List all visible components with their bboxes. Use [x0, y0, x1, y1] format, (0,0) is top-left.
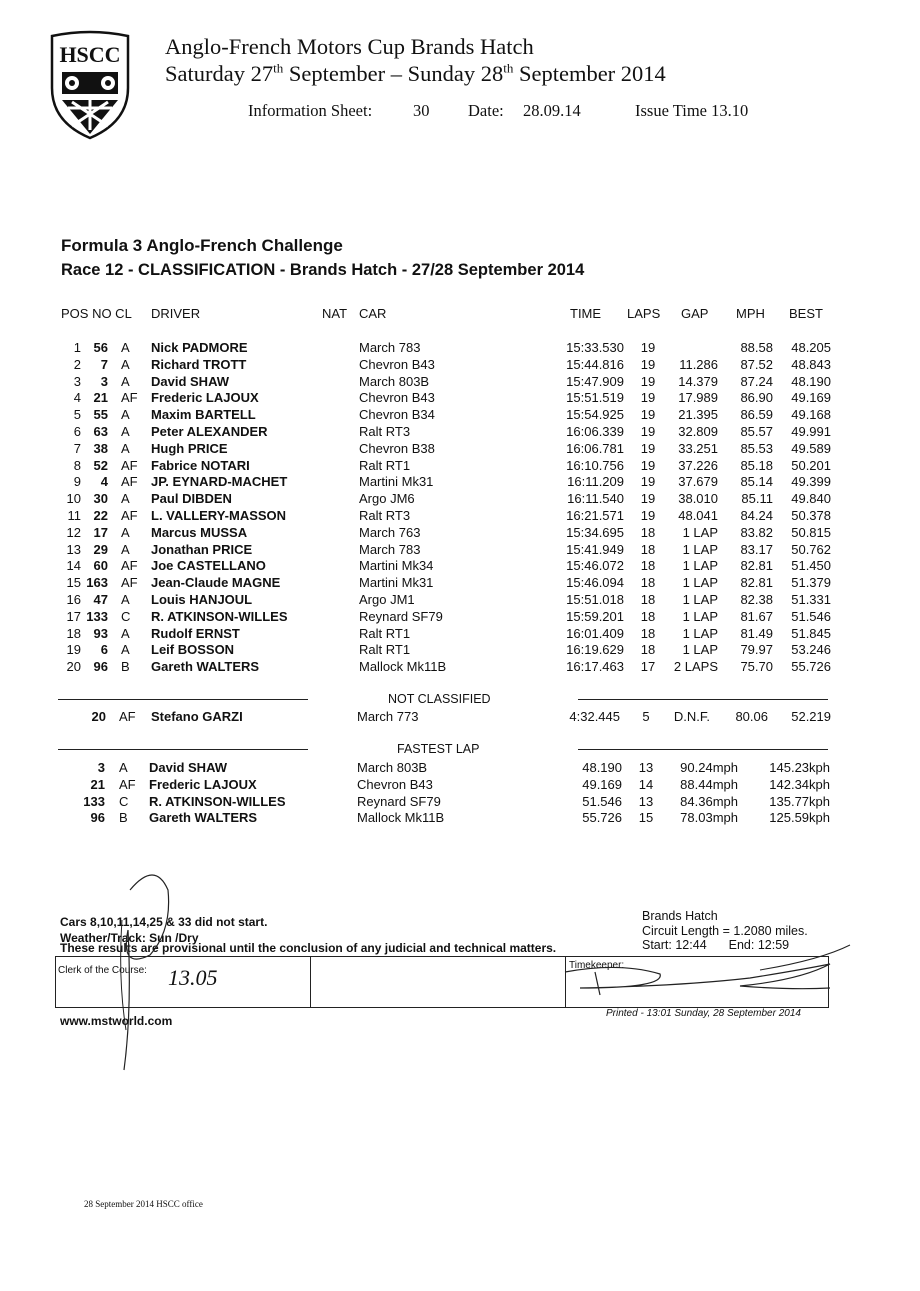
fl-car: Mallock Mk11B [357, 810, 445, 826]
result-driver: Jean-Claude MAGNE [151, 575, 281, 591]
fl-kph: 125.59kph [769, 810, 830, 826]
fl-time: 48.190 [582, 760, 622, 775]
result-best: 50.762 [791, 541, 831, 557]
result-time: 16:06.339 [566, 424, 624, 439]
col-laps: LAPS [627, 306, 661, 321]
result-mph: 83.17 [740, 541, 773, 557]
result-gap: 17.989 [678, 390, 718, 406]
result-class: A [121, 407, 130, 423]
result-class: AF [121, 474, 138, 490]
circuit-length: Circuit Length = 1.2080 miles. [642, 924, 808, 938]
result-mph: 87.24 [740, 373, 773, 389]
result-pos: 1 [73, 340, 81, 355]
date-label: Date: [468, 101, 504, 120]
fl-car: Reynard SF79 [357, 793, 441, 809]
result-best: 53.246 [791, 642, 831, 658]
result-gap: 37.679 [678, 474, 718, 490]
result-mph: 86.59 [740, 407, 773, 423]
fl-car-number: 96 [90, 810, 105, 826]
result-best: 50.815 [791, 524, 831, 540]
event-title: Anglo-French Motors Cup Brands Hatch [165, 34, 534, 59]
fl-mph: 84.36mph [680, 793, 738, 809]
fl-lap: 14 [638, 776, 654, 792]
info-sheet-number: 30 [413, 101, 430, 120]
result-car: Ralt RT3 [359, 424, 411, 439]
result-laps: 19 [640, 340, 656, 355]
result-gap: 2 LAPS [673, 659, 718, 675]
result-car-number: 29 [93, 541, 108, 557]
result-car-number: 56 [93, 340, 108, 355]
result-pos: 14 [66, 558, 81, 574]
result-pos: 7 [73, 440, 81, 456]
result-car: March 783 [359, 340, 421, 355]
result-gap: 11.286 [679, 356, 718, 372]
result-driver: Frederic LAJOUX [151, 390, 259, 406]
result-car: Martini Mk31 [359, 474, 434, 490]
result-mph: 85.53 [740, 440, 773, 456]
fl-driver: David SHAW [149, 760, 228, 775]
result-driver: Richard TROTT [151, 356, 247, 372]
result-class: A [121, 642, 130, 658]
result-car: Argo JM6 [359, 491, 415, 507]
result-car-number: 60 [93, 558, 108, 574]
result-car-number: 163 [86, 575, 108, 591]
result-driver: Jonathan PRICE [151, 541, 253, 557]
result-driver: Fabrice NOTARI [151, 457, 250, 473]
result-class: AF [121, 575, 138, 591]
result-time: 15:54.925 [566, 407, 624, 423]
result-gap: 14.379 [678, 373, 718, 389]
nc-gap: D.N.F. [673, 709, 710, 724]
result-gap: 37.226 [678, 457, 718, 473]
hscc-logo [48, 30, 132, 140]
weather-note: Weather/Track: Sun /Dry [60, 931, 199, 945]
result-pos: 9 [73, 474, 81, 490]
result-driver: Joe CASTELLANO [151, 558, 266, 574]
result-time: 16:11.540 [567, 491, 624, 507]
fl-class: C [119, 793, 129, 809]
result-time: 15:59.201 [566, 608, 624, 624]
result-gap: 1 LAP [682, 558, 718, 574]
fl-car-number: 3 [97, 760, 105, 775]
result-car-number: 17 [93, 524, 108, 540]
result-class: A [121, 340, 130, 355]
website: www.mstworld.com [60, 1014, 173, 1028]
result-pos: 18 [66, 625, 81, 641]
fl-class: AF [119, 776, 136, 792]
result-class: A [121, 491, 130, 507]
result-mph: 82.81 [740, 575, 773, 591]
result-laps: 18 [640, 524, 656, 540]
nc-mph: 80.06 [735, 709, 768, 724]
race-title: Race 12 - CLASSIFICATION - Brands Hatch - 27/28 September 2014 [61, 261, 585, 279]
result-best: 50.201 [791, 457, 831, 473]
fl-mph: 88.44mph [680, 776, 738, 792]
col-nat: NAT [322, 306, 348, 321]
result-driver: Gareth WALTERS [151, 659, 260, 675]
result-laps: 18 [640, 592, 656, 607]
result-car-number: 3 [100, 373, 108, 389]
result-car: Chevron B34 [359, 407, 435, 423]
result-class: AF [121, 457, 138, 473]
result-time: 16:17.463 [566, 659, 624, 675]
result-pos: 4 [73, 390, 81, 406]
result-pos: 2 [73, 356, 81, 372]
result-best: 48.190 [791, 373, 831, 389]
result-driver: Leif BOSSON [151, 642, 235, 658]
result-driver: L. VALLERY-MASSON [151, 508, 287, 523]
result-mph: 85.57 [740, 424, 773, 439]
result-best: 49.169 [791, 390, 831, 406]
result-car: Ralt RT1 [359, 457, 411, 473]
result-class: AF [121, 558, 138, 574]
result-car: March 803B [359, 373, 430, 389]
fl-driver: R. ATKINSON-WILLES [149, 793, 286, 809]
result-best: 50.378 [791, 508, 831, 523]
result-class: A [121, 424, 130, 439]
result-mph: 75.70 [740, 659, 773, 675]
result-laps: 19 [640, 390, 656, 406]
result-pos: 17 [66, 608, 81, 624]
result-time: 15:34.695 [566, 524, 624, 540]
result-pos: 5 [73, 407, 81, 423]
date-value: 28.09.14 [523, 101, 581, 120]
fl-car-number: 133 [83, 793, 105, 809]
result-pos: 6 [73, 424, 81, 439]
result-mph: 86.90 [740, 390, 773, 406]
result-pos: 16 [66, 592, 81, 607]
result-car-number: 4 [100, 474, 108, 490]
nc-laps: 5 [642, 709, 650, 724]
result-time: 16:06.781 [566, 440, 624, 456]
result-car: March 763 [359, 524, 421, 540]
result-car-number: 52 [93, 457, 108, 473]
result-mph: 85.18 [740, 457, 773, 473]
result-class: B [121, 659, 130, 675]
result-gap: 1 LAP [682, 608, 718, 624]
info-sheet-label: Information Sheet: [248, 101, 373, 120]
result-car-number: 47 [93, 592, 108, 607]
result-class: A [121, 625, 130, 641]
result-gap: 1 LAP [682, 524, 718, 540]
result-gap: 48.041 [678, 508, 718, 523]
fl-lap: 13 [638, 793, 654, 809]
result-mph: 88.58 [740, 340, 773, 355]
fastest-lap-heading: FASTEST LAP [397, 742, 480, 756]
result-laps: 19 [640, 373, 656, 389]
result-mph: 85.11 [741, 491, 773, 507]
handwritten-signature [60, 860, 860, 1080]
result-car: Martini Mk31 [359, 575, 434, 591]
result-car: Chevron B38 [359, 440, 435, 456]
nc-class: AF [119, 709, 136, 724]
clerk-label: Clerk of the Course: [58, 965, 147, 976]
result-time: 16:21.571 [566, 508, 624, 523]
clerk-handwritten-time: 13.05 [168, 965, 218, 990]
result-pos: 11 [67, 508, 81, 523]
issue-time: Issue Time 13.10 [635, 101, 749, 120]
series-title: Formula 3 Anglo-French Challenge [61, 236, 343, 255]
result-mph: 79.97 [740, 642, 773, 658]
result-mph: 87.52 [740, 356, 773, 372]
result-mph: 81.49 [740, 625, 773, 641]
result-car-number: 21 [93, 390, 108, 406]
result-class: A [121, 592, 130, 607]
result-laps: 19 [640, 474, 656, 490]
event-dates: Saturday 27th September – Sunday 28th September 2014 [165, 60, 666, 86]
result-driver: Rudolf ERNST [151, 625, 240, 641]
result-time: 16:01.409 [566, 625, 624, 641]
result-class: C [121, 608, 131, 624]
result-time: 15:46.094 [566, 575, 624, 591]
result-pos: 20 [66, 659, 81, 675]
result-time: 15:41.949 [566, 541, 624, 557]
result-car-number: 7 [100, 356, 108, 372]
result-mph: 85.14 [740, 474, 773, 490]
result-time: 15:47.909 [566, 373, 624, 389]
nc-time: 4:32.445 [569, 709, 620, 724]
result-gap: 21.395 [678, 407, 718, 423]
result-gap: 1 LAP [682, 642, 718, 658]
result-driver: Paul DIBDEN [151, 491, 232, 507]
result-driver: Marcus MUSSA [151, 524, 248, 540]
result-laps: 18 [640, 608, 656, 624]
col-mph: MPH [736, 306, 765, 321]
result-best: 51.546 [791, 608, 831, 624]
result-driver: Maxim BARTELL [151, 407, 256, 423]
result-time: 15:46.072 [566, 558, 624, 574]
fl-lap: 15 [638, 810, 654, 826]
result-pos: 19 [66, 642, 81, 658]
start-end-times: Start: 12:44 End: 12:59 [642, 938, 790, 952]
result-driver: Hugh PRICE [151, 440, 228, 456]
result-car-number: 38 [93, 440, 108, 456]
result-car: March 783 [359, 541, 421, 557]
result-time: 15:33.530 [566, 340, 624, 355]
fl-driver: Frederic LAJOUX [149, 776, 257, 792]
nc-car: March 773 [357, 709, 419, 724]
result-laps: 18 [640, 642, 656, 658]
fl-car: Chevron B43 [357, 776, 433, 792]
not-classified-heading: NOT CLASSIFIED [388, 692, 491, 706]
result-car: Ralt RT1 [359, 625, 411, 641]
result-best: 51.331 [791, 592, 831, 607]
col-gap: GAP [681, 306, 709, 321]
fl-mph: 90.24mph [680, 760, 738, 775]
result-mph: 81.67 [740, 608, 773, 624]
result-time: 16:10.756 [566, 457, 624, 473]
result-driver: Louis HANJOUL [151, 592, 253, 607]
svg-text:HSCC: HSCC [59, 42, 121, 67]
result-car: Chevron B43 [359, 390, 435, 406]
result-gap: 38.010 [678, 491, 718, 507]
fl-class: A [119, 760, 128, 775]
result-laps: 18 [640, 575, 656, 591]
result-car-number: 133 [86, 608, 108, 624]
result-best: 49.168 [791, 407, 831, 423]
result-driver: David SHAW [151, 373, 230, 389]
result-class: AF [121, 390, 138, 406]
result-gap: 1 LAP [682, 541, 718, 557]
result-time: 15:51.519 [566, 390, 624, 406]
fl-time: 51.546 [582, 793, 622, 809]
result-time: 15:44.816 [566, 356, 624, 372]
result-driver: Nick PADMORE [151, 340, 248, 355]
result-pos: 13 [66, 541, 81, 557]
result-gap: 1 LAP [682, 592, 718, 607]
result-car: Mallock Mk11B [359, 659, 447, 675]
result-laps: 19 [640, 491, 656, 507]
col-car: CAR [359, 306, 387, 321]
result-car: Ralt RT1 [359, 642, 411, 658]
result-car: Ralt RT3 [359, 508, 411, 523]
office-footer: 28 September 2014 HSCC office [84, 1199, 203, 1209]
nc-best: 52.219 [791, 709, 831, 724]
result-car-number: 63 [93, 424, 108, 439]
nc-car-number: 20 [91, 709, 106, 724]
result-mph: 82.38 [740, 592, 773, 607]
fl-time: 55.726 [582, 810, 622, 826]
result-class: A [121, 541, 130, 557]
result-best: 49.840 [791, 491, 831, 507]
result-best: 49.991 [791, 424, 831, 439]
fl-driver: Gareth WALTERS [149, 810, 258, 826]
result-class: A [121, 373, 130, 389]
result-best: 48.205 [791, 340, 831, 355]
result-driver: Peter ALEXANDER [151, 424, 268, 439]
result-pos: 8 [73, 457, 81, 473]
col-best: BEST [789, 306, 823, 321]
result-mph: 82.81 [740, 558, 773, 574]
result-driver: R. ATKINSON-WILLES [151, 608, 288, 624]
fl-time: 49.169 [582, 776, 622, 792]
provisional-note: These results are provisional until the conclusion of any judicial and technical matters. [60, 941, 557, 955]
result-gap: 32.809 [678, 424, 718, 439]
fl-kph: 135.77kph [769, 793, 830, 809]
col-pos-no-cl: POS NO CL [61, 306, 132, 321]
result-class: AF [121, 508, 138, 523]
result-time: 16:19.629 [566, 642, 624, 658]
did-not-start-note: Cars 8,10,11,14,25 & 33 did not start. [60, 915, 268, 929]
result-pos: 3 [73, 373, 81, 389]
result-car-number: 55 [93, 407, 108, 423]
result-laps: 19 [640, 424, 656, 439]
result-time: 16:11.209 [567, 474, 624, 490]
result-car-number: 30 [93, 491, 108, 507]
result-gap: 33.251 [678, 440, 718, 456]
fl-lap: 13 [638, 760, 654, 775]
col-driver: DRIVER [151, 306, 201, 321]
fl-class: B [119, 810, 128, 826]
fl-kph: 145.23kph [769, 760, 830, 775]
result-class: A [121, 524, 130, 540]
printed-timestamp: Printed - 13:01 Sunday, 28 September 2014 [606, 1008, 801, 1019]
result-pos: 15 [66, 575, 81, 591]
result-mph: 83.82 [740, 524, 773, 540]
result-car-number: 96 [93, 659, 108, 675]
result-class: A [121, 440, 130, 456]
result-laps: 17 [640, 659, 656, 675]
result-car-number: 6 [100, 642, 108, 658]
result-best: 48.843 [791, 356, 831, 372]
fl-mph: 78.03mph [680, 810, 738, 826]
result-time: 15:51.018 [566, 592, 624, 607]
nc-driver: Stefano GARZI [151, 709, 243, 724]
result-laps: 19 [640, 457, 656, 473]
result-best: 51.845 [791, 625, 831, 641]
result-car-number: 93 [93, 625, 108, 641]
result-car: Martini Mk34 [359, 558, 434, 574]
result-class: A [121, 356, 130, 372]
result-car: Argo JM1 [359, 592, 415, 607]
circuit-name: Brands Hatch [642, 909, 718, 923]
result-laps: 18 [640, 625, 656, 641]
result-laps: 19 [640, 356, 656, 372]
result-gap: 1 LAP [682, 625, 718, 641]
result-best: 49.589 [791, 440, 831, 456]
timekeeper-label: Timekeeper: [569, 960, 625, 971]
result-gap: 1 LAP [682, 575, 718, 591]
result-pos: 10 [66, 491, 81, 507]
fl-car: March 803B [357, 760, 428, 775]
result-best: 55.726 [791, 659, 831, 675]
result-car: Chevron B43 [359, 356, 435, 372]
col-time: TIME [570, 306, 602, 321]
result-car-number: 22 [93, 508, 108, 523]
result-laps: 18 [640, 558, 656, 574]
result-gap [660, 340, 718, 357]
result-mph: 84.24 [740, 508, 773, 523]
result-car: Reynard SF79 [359, 608, 443, 624]
result-best: 51.450 [791, 558, 831, 574]
fl-kph: 142.34kph [769, 776, 830, 792]
result-best: 49.399 [791, 474, 831, 490]
fl-car-number: 21 [90, 776, 105, 792]
result-laps: 19 [640, 407, 656, 423]
result-laps: 19 [640, 508, 656, 523]
result-laps: 18 [640, 541, 656, 557]
result-laps: 19 [640, 440, 656, 456]
result-pos: 12 [66, 524, 81, 540]
result-best: 51.379 [791, 575, 831, 591]
result-driver: JP. EYNARD-MACHET [151, 474, 288, 490]
